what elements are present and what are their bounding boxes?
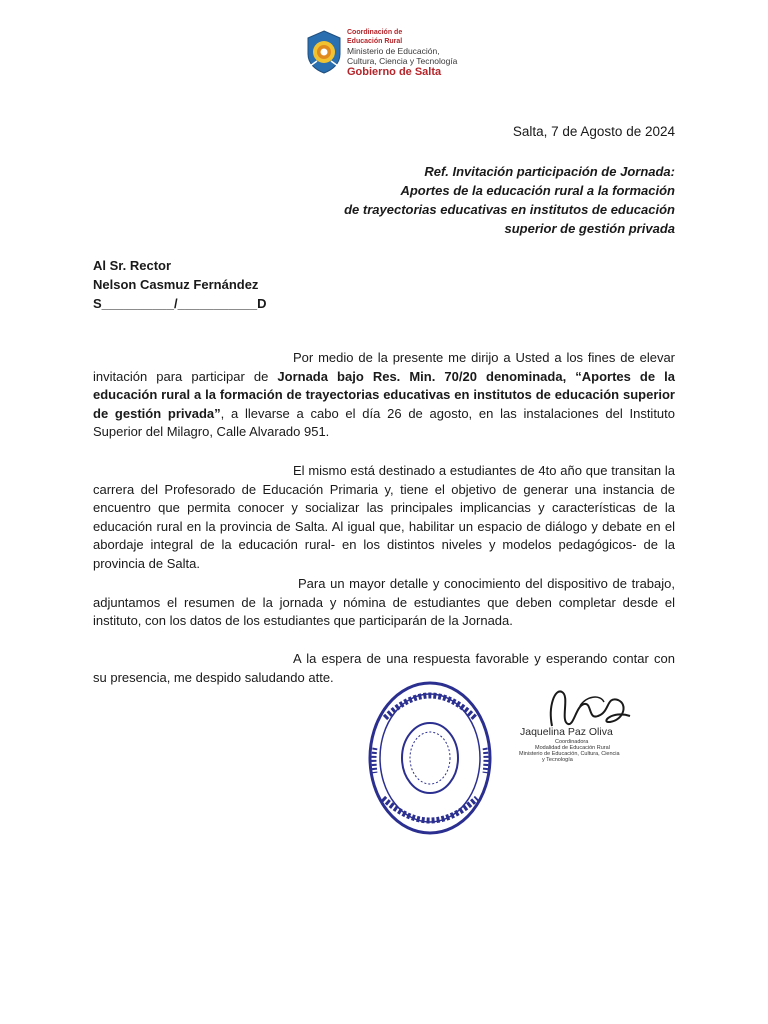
body-paragraph-1 — [93, 349, 675, 442]
letter-date: Salta, 7 de Agosto de 2024 — [512, 124, 675, 139]
body-paragraph-3: Para un mayor detalle y conocimiento del dispositivo de trabajo, adjuntamos el resumen de la jornada y nómina de estudiantes que deben completar desde el instituto, con los datos de los estudiantes que participarán de la Jornada. — [93, 576, 675, 629]
reference-line: superior de gestión privada — [504, 221, 675, 236]
logo-line: Gobierno de Salta — [347, 66, 442, 78]
official-stamp-icon — [365, 678, 495, 838]
logo-line: Educación Rural — [347, 38, 403, 45]
paragraph-text: Por medio de la presente me dirijo a Usted a los fines de elevar invitación para participar de — [93, 350, 675, 384]
reference-line: Aportes de la educación rural a la formación — [400, 183, 675, 198]
paragraph-text: , a llevarse a cabo el día 26 de agosto, en las instalaciones del Instituto Superior del Milagro, Calle Alvarado 951. — [93, 405, 675, 440]
addressee-line: Al Sr. Rector — [93, 258, 172, 273]
signatory-name: Jaquelina Paz Oliva — [520, 726, 613, 738]
signature-block — [515, 686, 640, 776]
signatory-role: Coordinadora — [555, 739, 589, 745]
logo-line: Cultura, Ciencia y Tecnología — [347, 56, 458, 66]
reference-line: de trayectorias educativas en institutos de educación — [344, 202, 675, 217]
event-title-bold: Jornada bajo Res. Min. 70/20 denominada, “Aportes de la educación rural a la formación de trayectorias educativas en institutos de educación superior de gestión privada” — [93, 368, 676, 421]
reference-line: Ref. Invitación participación de Jornada: — [424, 164, 675, 179]
addressee-line: S__________/___________D — [93, 296, 267, 311]
signatory-role: Ministerio de Educación, Cultura, Ciencia — [519, 751, 620, 757]
body-paragraph-2: El mismo está destinado a estudiantes de 4to año que transitan la carrera del Profesorado de Educación Primaria y, tiene el objetivo de generar una instancia de encuentro que permita conocer y socializar las principales implicancias y características de la educación rural en la provincia de Salta. Al igual que, habilitar un espacio de diálogo y debate en el abordaje integral de la educación rural- en los distintos niveles y modelos pedagógicos- de la provincia de Salta. — [93, 463, 675, 571]
addressee-block — [93, 256, 267, 313]
header-logo — [305, 28, 465, 80]
body-paragraph-4: A la espera de una respuesta favorable y esperando contar con su presencia, me despido saludando atte. — [93, 651, 675, 685]
signatory-role: Modalidad de Educación Rural — [535, 745, 610, 751]
signatory-role: y Tecnología — [542, 757, 573, 763]
logo-line: Coordinación de — [347, 29, 403, 36]
logo-line: Ministerio de Educación, — [347, 46, 440, 56]
logo-text — [347, 28, 457, 79]
addressee-line: Nelson Casmuz Fernández — [93, 277, 259, 292]
reference-block — [344, 162, 675, 238]
government-emblem-icon — [305, 30, 343, 74]
